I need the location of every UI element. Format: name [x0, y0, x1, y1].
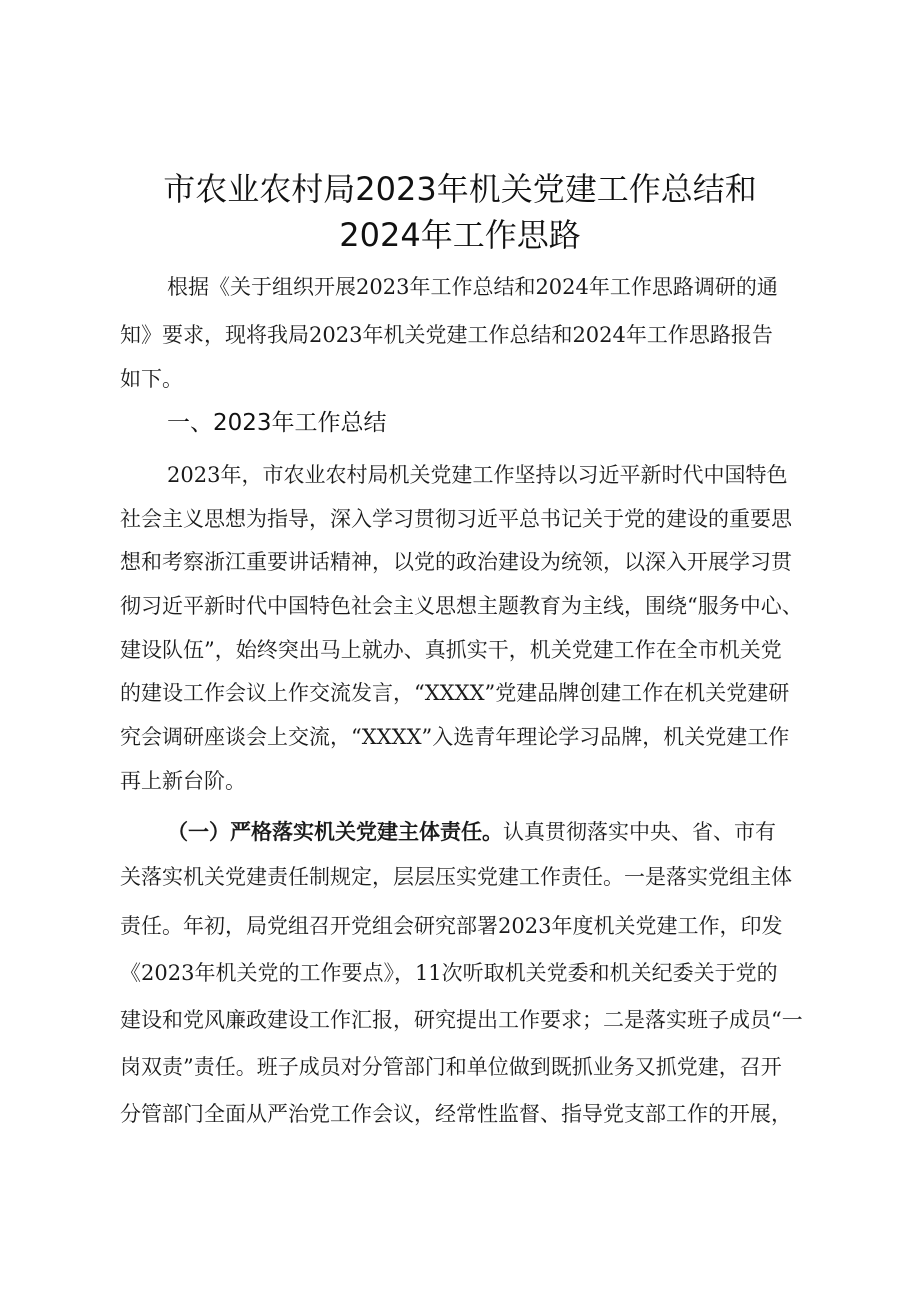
- subsection-line: 关落实机关党建责任制规定，层层压实党建工作责任。一是落实党组主体: [120, 865, 792, 889]
- section-heading: 一、2023年工作总结: [167, 410, 387, 436]
- subsection-first-line: [167, 816, 776, 848]
- subsection-line: 岗双责”责任。班子成员对分管部门和单位做到既抓业务又抓党建，召开: [120, 1055, 782, 1079]
- summary-line: 社会主义思想为指导，深入学习贯彻习近平总书记关于党的建设的重要思: [120, 507, 792, 531]
- summary-line: 彻习近平新时代中国特色社会主义思想主题教育为主线，围绕“服务中心、: [120, 594, 803, 618]
- intro-line: 如下。: [120, 367, 183, 391]
- document-title-line-1: 市农业农村局2023年机关党建工作总结和: [163, 170, 757, 208]
- subsection-line: 分管部门全面从严治党工作会议，经常性监督、指导党支部工作的开展，: [120, 1102, 792, 1126]
- subsection-line: 责任。年初，局党组召开党组会研究部署2023年度机关党建工作，印发: [120, 914, 783, 938]
- summary-line: 想和考察浙江重要讲话精神，以党的政治建设为统领，以深入开展学习贯: [120, 550, 792, 574]
- summary-line: 再上新台阶。: [120, 769, 246, 793]
- subsection-line: 建设和党风廉政建设工作汇报，研究提出工作要求；二是落实班子成员“一: [120, 1008, 803, 1032]
- summary-line: 的建设工作会议上作交流发言，“XXXX”党建品牌创建工作在机关党建研: [120, 681, 790, 705]
- intro-line: 根据《关于组织开展2023年工作总结和2024年工作思路调研的通: [167, 275, 778, 299]
- summary-line: 2023年，市农业农村局机关党建工作坚持以习近平新时代中国特色: [167, 463, 788, 487]
- summary-line: 究会调研座谈会上交流，“XXXX”入选青年理论学习品牌，机关党建工作: [120, 725, 790, 749]
- subsection-heading: （一）严格落实机关党建主体责任。: [167, 820, 503, 844]
- document-title-line-2: 2024年工作思路: [339, 216, 581, 254]
- subsection-line: 《2023年机关党的工作要点》，11次听取机关党委和机关纪委关于党的: [120, 961, 778, 985]
- intro-line: 知》要求，现将我局2023年机关党建工作总结和2024年工作思路报告: [120, 323, 773, 347]
- summary-line: 建设队伍”，始终突出马上就办、真抓实干，机关党建工作在全市机关党: [120, 638, 782, 662]
- subsection-first-line-text: 认真贯彻落实中央、省、市有: [503, 820, 776, 844]
